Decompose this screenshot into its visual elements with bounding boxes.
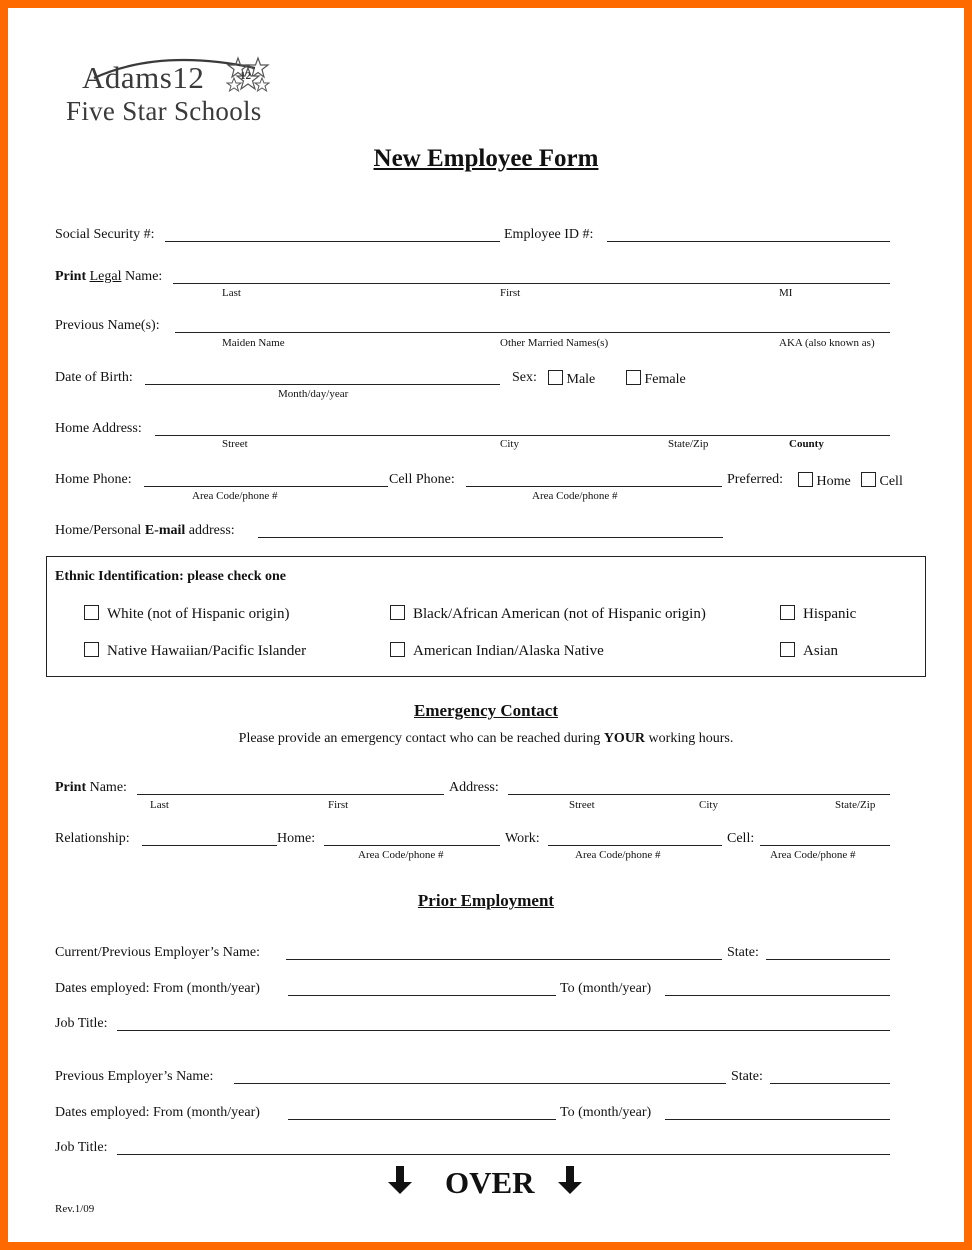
- previous-dates-to-field[interactable]: [665, 1119, 890, 1120]
- legal-name-label: [55, 269, 162, 285]
- emergency-home-sub: Area Code/phone #: [358, 849, 444, 861]
- home-phone-field[interactable]: [144, 486, 388, 487]
- female-checkbox[interactable]: [626, 370, 641, 385]
- current-job-title-label: Job Title:: [55, 1016, 108, 1031]
- ethnic-option-black[interactable]: [390, 605, 706, 623]
- form-title: New Employee Form: [373, 145, 599, 172]
- prior-employment-title: Prior Employment: [417, 891, 555, 910]
- preferred-cell-label: Cell: [879, 474, 903, 489]
- logo-name-line1: Adams12: [82, 60, 205, 95]
- dob-field[interactable]: [145, 384, 500, 385]
- ethnic-option-american-indian[interactable]: [390, 642, 604, 660]
- emergency-name-field[interactable]: [137, 794, 444, 795]
- emergency-instruction-c: working hours.: [645, 731, 734, 746]
- emergency-print: Print: [55, 780, 87, 795]
- ethnic-heading: Ethnic Identification: please check one: [55, 569, 286, 584]
- emergency-instruction-a: Please provide an emergency contact who can be reached during: [238, 731, 604, 746]
- email-field[interactable]: [258, 537, 723, 538]
- current-job-title-field[interactable]: [117, 1030, 890, 1031]
- ethnic-option-hawaiian[interactable]: [84, 642, 306, 660]
- dob-sub: Month/day/year: [278, 388, 349, 400]
- female-label: Female: [644, 372, 686, 387]
- previous-employer-state-field[interactable]: [770, 1083, 890, 1084]
- emergency-work-field[interactable]: [548, 845, 722, 846]
- previous-names-sub-maiden: Maiden Name: [222, 337, 285, 349]
- emergency-work-label: Work:: [505, 831, 540, 846]
- preferred-option-home[interactable]: [798, 472, 851, 490]
- preferred-label: Preferred:: [727, 472, 783, 487]
- legal-name-sub-first: First: [500, 287, 521, 299]
- legal-name-sub-mi: MI: [779, 287, 793, 299]
- home-phone-sub: Area Code/phone #: [192, 490, 278, 502]
- home-phone-label: Home Phone:: [55, 472, 132, 487]
- male-label: Male: [566, 372, 596, 387]
- emergency-address-label: Address:: [449, 780, 499, 795]
- previous-employer-state-label: State:: [731, 1069, 763, 1084]
- cell-phone-field[interactable]: [466, 486, 722, 487]
- ssn-field[interactable]: [165, 241, 500, 242]
- email-label-b: E-mail: [144, 523, 186, 538]
- preferred-home-checkbox[interactable]: [798, 472, 813, 487]
- previous-employer-label: Previous Employer’s Name:: [55, 1069, 214, 1084]
- home-address-sub-county: County: [789, 438, 824, 450]
- current-dates-from-field[interactable]: [288, 995, 556, 996]
- emergency-sub-last: Last: [150, 799, 169, 811]
- emergency-contact-title: Emergency Contact: [414, 701, 558, 720]
- emergency-instruction-b: YOUR: [603, 731, 646, 746]
- black-label: Black/African American (not of Hispanic origin): [413, 606, 706, 622]
- previous-dates-to-label: To (month/year): [560, 1105, 652, 1120]
- emergency-sub-statezip: State/Zip: [835, 799, 876, 811]
- emergency-name-label: [55, 780, 127, 796]
- preferred-option-cell[interactable]: [861, 472, 903, 490]
- ethnic-option-white[interactable]: [84, 605, 289, 623]
- emergency-sub-first: First: [328, 799, 349, 811]
- emergency-home-label: Home:: [277, 831, 316, 846]
- american-indian-checkbox[interactable]: [390, 642, 405, 657]
- emergency-cell-sub: Area Code/phone #: [770, 849, 856, 861]
- employee-id-field[interactable]: [607, 241, 890, 242]
- black-checkbox[interactable]: [390, 605, 405, 620]
- current-dates-from-label: Dates employed: From (month/year): [55, 981, 260, 996]
- current-dates-to-field[interactable]: [665, 995, 890, 996]
- employee-id-label: Employee ID #:: [504, 227, 594, 242]
- dob-label: Date of Birth:: [55, 370, 133, 385]
- previous-job-title-field[interactable]: [117, 1154, 890, 1155]
- current-employer-label: Current/Previous Employer’s Name:: [55, 945, 261, 960]
- sex-option-female[interactable]: [626, 370, 686, 388]
- previous-dates-from-label: Dates employed: From (month/year): [55, 1105, 260, 1120]
- email-label-c: address:: [185, 523, 235, 538]
- down-arrow-right-icon: [556, 1164, 584, 1196]
- white-label: White (not of Hispanic origin): [107, 606, 290, 622]
- home-address-field[interactable]: [155, 435, 890, 436]
- legal-name-field[interactable]: [173, 283, 890, 284]
- cell-phone-sub: Area Code/phone #: [532, 490, 618, 502]
- emergency-cell-field[interactable]: [760, 845, 890, 846]
- previous-employer-field[interactable]: [234, 1083, 726, 1084]
- relationship-field[interactable]: [142, 845, 277, 846]
- previous-names-field[interactable]: [175, 332, 890, 333]
- ssn-label: Social Security #:: [55, 227, 155, 242]
- current-employer-state-field[interactable]: [766, 959, 890, 960]
- hawaiian-label: Native Hawaiian/Pacific Islander: [107, 643, 307, 659]
- asian-checkbox[interactable]: [780, 642, 795, 657]
- relationship-label: Relationship:: [55, 831, 130, 846]
- emergency-sub-city: City: [699, 799, 718, 811]
- revision-label: Rev.1/09: [55, 1203, 95, 1215]
- emergency-instruction: [0, 731, 972, 747]
- emergency-home-field[interactable]: [324, 845, 500, 846]
- legal-name-sub-last: Last: [222, 287, 241, 299]
- emergency-sub-street: Street: [569, 799, 595, 811]
- down-arrow-left-icon: [386, 1164, 414, 1196]
- email-label: [55, 523, 235, 539]
- hispanic-label: Hispanic: [803, 606, 857, 622]
- asian-label: Asian: [803, 643, 838, 659]
- previous-names-label: Previous Name(s):: [55, 318, 160, 333]
- email-label-a: Home/Personal: [55, 523, 145, 538]
- preferred-home-label: Home: [816, 474, 851, 489]
- sex-option-male[interactable]: [548, 370, 595, 388]
- white-checkbox[interactable]: [84, 605, 99, 620]
- current-dates-to-label: To (month/year): [560, 981, 652, 996]
- legal-name-print: Print: [55, 269, 87, 284]
- over-label: OVER: [445, 1165, 535, 1200]
- sex-label: Sex:: [512, 370, 537, 385]
- previous-names-sub-married: Other Married Names(s): [500, 337, 609, 349]
- cell-phone-label: Cell Phone:: [389, 472, 455, 487]
- home-address-sub-street: Street: [222, 438, 248, 450]
- emergency-name: Name:: [89, 780, 127, 795]
- legal-name-legal: Legal: [89, 269, 122, 284]
- home-address-sub-city: City: [500, 438, 519, 450]
- emergency-address-field[interactable]: [508, 794, 890, 795]
- male-checkbox[interactable]: [548, 370, 563, 385]
- ethnic-option-asian[interactable]: [780, 642, 838, 660]
- legal-name-rest: Name:: [124, 269, 163, 284]
- preferred-cell-checkbox[interactable]: [861, 472, 876, 487]
- previous-names-sub-aka: AKA (also known as): [779, 337, 875, 349]
- emergency-cell-label: Cell:: [727, 831, 755, 846]
- ethnic-option-hispanic[interactable]: [780, 605, 856, 623]
- american-indian-label: American Indian/Alaska Native: [413, 643, 604, 659]
- hispanic-checkbox[interactable]: [780, 605, 795, 620]
- emergency-work-sub: Area Code/phone #: [575, 849, 661, 861]
- current-employer-field[interactable]: [286, 959, 722, 960]
- current-employer-state-label: State:: [727, 945, 759, 960]
- previous-job-title-label: Job Title:: [55, 1140, 108, 1155]
- logo-name-line2: Five Star Schools: [66, 96, 262, 126]
- hawaiian-checkbox[interactable]: [84, 642, 99, 657]
- previous-dates-from-field[interactable]: [288, 1119, 556, 1120]
- home-address-label: Home Address:: [55, 421, 142, 436]
- logo-badge-number: 12: [240, 70, 251, 82]
- home-address-sub-statezip: State/Zip: [668, 438, 709, 450]
